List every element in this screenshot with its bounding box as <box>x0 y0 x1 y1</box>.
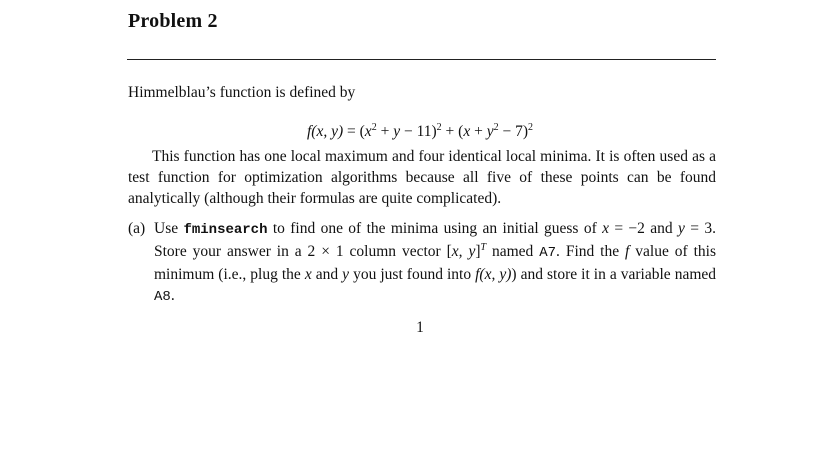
page-number: 1 <box>416 319 424 336</box>
math-var: x <box>602 220 609 237</box>
equation-part: y <box>393 123 401 140</box>
math-var: x, y <box>451 243 476 260</box>
variable-a8-code: A8 <box>154 289 171 305</box>
part-a-text: value of this minimum (i.e., plug the <box>154 243 716 283</box>
horizontal-rule <box>127 59 716 60</box>
equation-part: − 11) <box>400 123 437 140</box>
equation-exponent: 2 <box>371 122 377 133</box>
part-a-text: Use <box>154 220 184 237</box>
equation-lhs: f(x, y) <box>307 123 344 140</box>
equation-exponent: 2 <box>528 122 533 133</box>
equation-part: x <box>463 123 471 140</box>
equation-part: + <box>376 123 394 140</box>
part-a-text: = −2 and <box>608 220 679 237</box>
math-var: f <box>625 243 630 260</box>
math-var: x <box>304 266 312 283</box>
himmelblau-equation <box>0 121 840 142</box>
problem-title: Problem 2 <box>128 10 218 32</box>
part-a-text: to find one of the minima using an initial guess of <box>267 220 603 237</box>
math-var: f(x, y) <box>475 266 512 283</box>
description-paragraph <box>128 146 716 209</box>
math-var: y <box>678 220 685 237</box>
equation-part: x <box>364 123 372 140</box>
part-a-text: . <box>170 287 175 304</box>
part-a-text: . Find the <box>556 243 626 260</box>
equation-part: − 7) <box>498 123 528 140</box>
equation-part: y <box>486 123 494 140</box>
fminsearch-code: fminsearch <box>183 222 268 238</box>
math-var: y <box>342 266 350 283</box>
part-a-text: and <box>311 266 343 283</box>
intro-text: Himmelblau’s function is defined by <box>128 84 356 101</box>
paragraph-text: This function has one local maximum and four identical local minima. It is often used as a test function for optimization algorithms because all five of these points can be found analytically (although their formulas are quite complicated). <box>128 148 716 207</box>
equation-part: + ( <box>441 123 464 140</box>
part-a-text: named <box>486 243 540 260</box>
equation-exponent: 2 <box>436 122 442 133</box>
part-a-text: ] <box>475 243 481 260</box>
equation-part: + <box>470 123 487 140</box>
equation-part: = ( <box>343 123 365 140</box>
variable-a7-code: A7 <box>539 245 557 261</box>
part-a-body <box>154 218 716 308</box>
equation-exponent: 2 <box>493 122 499 133</box>
part-a-text: ) and store it in a variable named <box>511 266 717 283</box>
part-a-text: = 3. Store your answer in a 2 × 1 column vector [ <box>154 220 716 260</box>
part-a-label: (a) <box>128 220 146 237</box>
part-a <box>128 218 716 308</box>
part-a-text: you just found into <box>349 266 476 283</box>
transpose-superscript: T <box>480 241 487 253</box>
